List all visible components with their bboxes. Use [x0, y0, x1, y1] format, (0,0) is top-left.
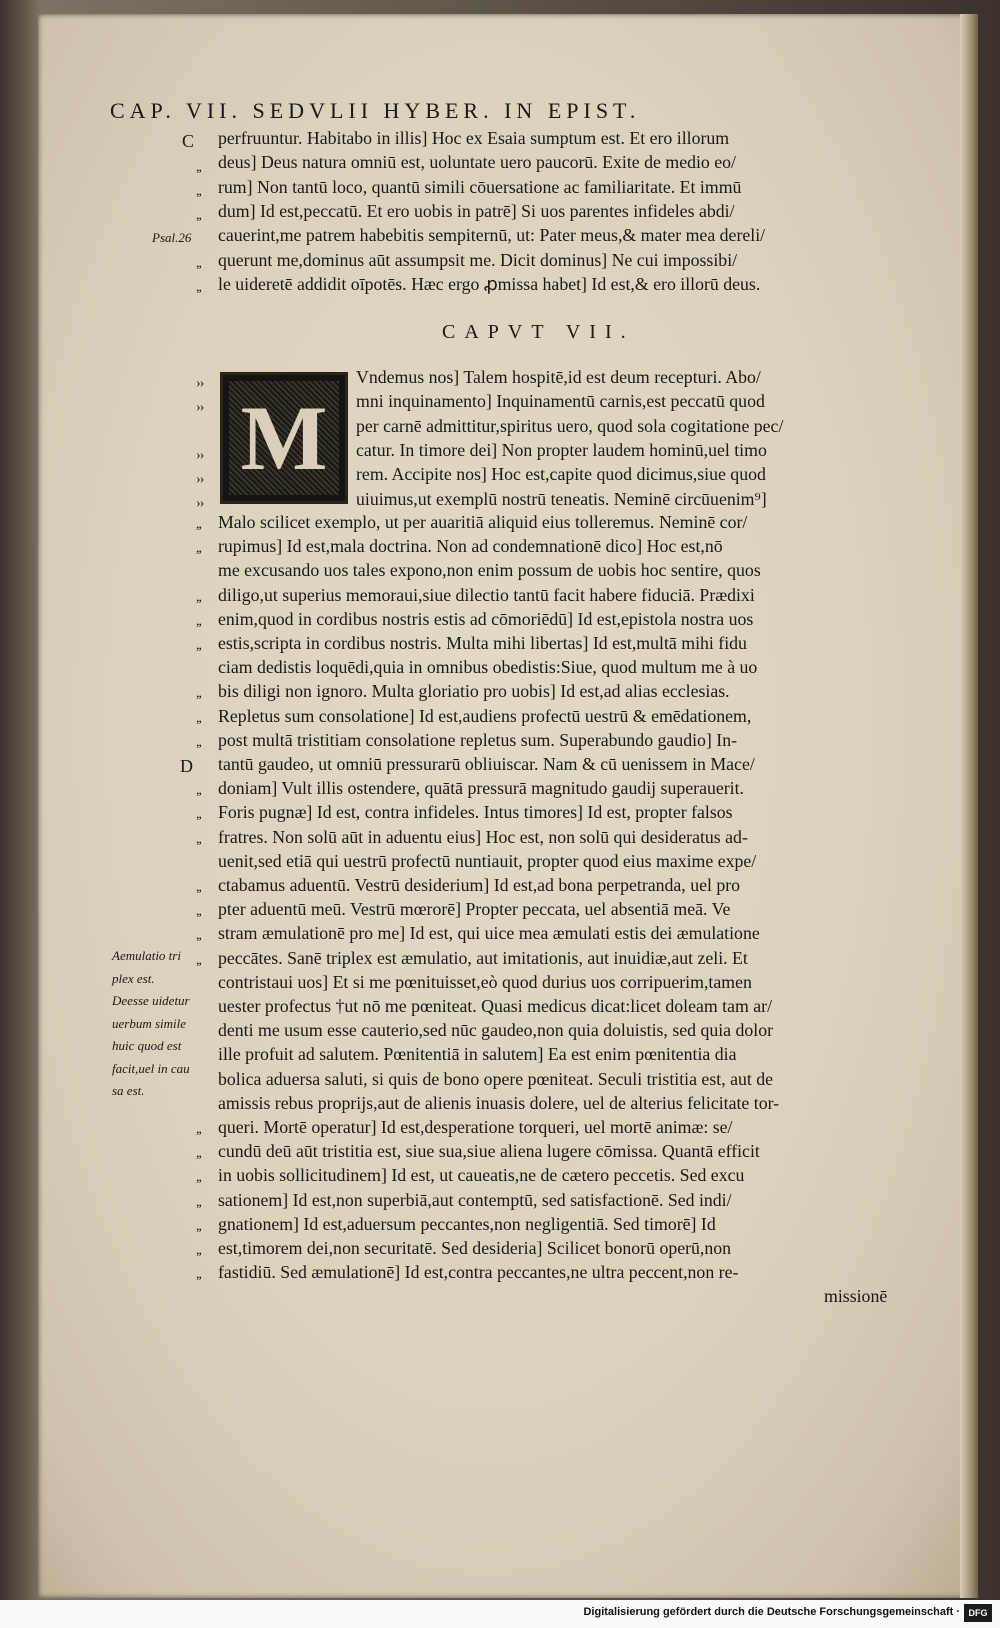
- running-head: CAP. VII. SEDVLII HYBER. IN EPIST.: [110, 98, 641, 123]
- side-note: facit,uel in cau: [112, 1060, 190, 1076]
- text-line: estis,scripta in cordibus nostris. Multa mihi libertas] Id est,multā mihi fidu: [218, 633, 747, 653]
- text-line: pter aduentū meū. Vestrū mœrorē] Propter peccata, uel absentiā meā. Ve: [218, 899, 731, 920]
- quote-mark: ,,: [196, 710, 201, 726]
- quote-mark: ,,: [196, 1243, 201, 1258]
- text-line: fratres. Non solū aūt in aduentu eius] Hoc est, non solū qui desideratus ad-: [218, 826, 748, 847]
- page-edge: [960, 14, 978, 1598]
- text-line: post multā tristitiam consolatione repletus sum. Superabundo gaudio] In-: [218, 729, 738, 750]
- text-line: tantū gaudeo, ut omniū pressurarū obliuiscar. Nam & cū uenissem in Mace/: [218, 754, 755, 774]
- text-line: sationem] Id est,non superbiā,aut contemptū, sed satisfactionē. Sed indi/: [218, 1189, 732, 1210]
- text-line: uenit,sed etiā qui uestrū profectū nuntiauit, propter quod eius maxime expe/: [218, 850, 757, 871]
- initial-ornament: [229, 381, 339, 495]
- text-line: catur. In timore dei] Non propter laudem hominū,uel timo: [356, 439, 767, 460]
- quote-mark: ,,: [196, 1218, 201, 1234]
- text-line: deus] Deus natura omniū est, uoluntate uero paucorū. Exite de medio eo/: [218, 152, 736, 173]
- text-line: mni inquinamento] Inquinamentū carnis,est peccatū quod: [356, 391, 765, 412]
- text-line: Vndemus nos] Talem hospitē,id est deum recepturi. Abo/: [356, 367, 761, 387]
- quote-mark: ››: [196, 400, 204, 415]
- quote-mark: ,,: [196, 160, 201, 175]
- text-line: Foris pugnæ] Id est, contra infideles. Intus timores] Id est, propter falsos: [218, 802, 733, 823]
- quote-mark: ,,: [196, 783, 201, 799]
- text-line: rum] Non tantū loco, quantū simili cōuersatione ac familiaritate. Et immū: [218, 176, 742, 197]
- text-line: perfruuntur. Habitabo in illis] Hoc ex Esaia sumptum est. Et ero illorum: [218, 128, 730, 148]
- footer-credit: Digitalisierung gefördert durch die Deutsche Forschungsgemeinschaft ·: [583, 1606, 960, 1618]
- quote-mark: ,,: [196, 208, 201, 223]
- quote-mark: ,,: [196, 880, 201, 895]
- side-note: Deesse uidetur: [112, 993, 190, 1008]
- side-note: sa est.: [112, 1083, 145, 1098]
- quote-mark: ,,: [196, 1146, 201, 1162]
- text-line: peccātes. Sanē triplex est æmulatio, aut imitationis, aut inuidiæ,aut zeli. Et: [218, 947, 748, 968]
- text-line: in uobis sollicitudinem] Id est, ut caueatis,ne de cætero peccetis. Sed excu: [218, 1165, 745, 1186]
- text-line: doniam] Vult illis ostendere, quātā pressurā magnitudo gaudij superauerit.: [218, 778, 744, 799]
- text-line: denti me usum esse cauterio,sed nūc gaudeo,non quia doluistis, sed quia dolor: [218, 1020, 774, 1041]
- chapter-heading: CAPVT VII.: [442, 321, 635, 343]
- quote-mark: ,,: [196, 1267, 201, 1283]
- text-line: ctabamus aduentū. Vestrū desiderium] Id est,ad bona perpetranda, uel pro: [218, 875, 741, 895]
- quote-mark: ,,: [196, 184, 201, 199]
- text-line: gnationem] Id est,aduersum peccantes,non negligentiā. Sed timorē] Id: [218, 1213, 716, 1234]
- text-line: me excusando uos tales expono,non enim possum de uobis hoc sentire, quos: [218, 560, 761, 581]
- quote-mark: ,,: [196, 952, 201, 968]
- quote-mark: ,,: [196, 1194, 201, 1210]
- text-line: est,timorem dei,non securitatē. Sed desideria] Scilicet bonorū operū,non: [218, 1238, 732, 1258]
- decorated-initial: [220, 372, 348, 504]
- dfg-logo: DFG: [964, 1604, 992, 1622]
- text-line: Repletus sum consolatione] Id est,audiens profectū uestrū & emēdationem,: [218, 705, 752, 726]
- quote-mark: ,,: [196, 517, 201, 532]
- quote-mark: ››: [196, 448, 204, 463]
- quote-mark: ,,: [196, 734, 201, 750]
- quote-mark: ,,: [196, 613, 201, 629]
- text-line: rupimus] Id est,mala doctrina. Non ad condemnationē dico] Hoc est,nō: [218, 536, 723, 557]
- text-line: rem. Accipite nos] Hoc est,capite quod dicimus,siue quod: [356, 464, 766, 485]
- quote-mark: ,,: [196, 807, 201, 823]
- text-line: missionē: [824, 1286, 888, 1307]
- text-line: bis diligi non ignoro. Multa gloriatio pro uobis] Id est,ad alias ecclesias.: [218, 681, 730, 702]
- quote-mark: ,,: [196, 686, 201, 702]
- text-line: contristaui uos] Et si me pœnituisset,eò quod durius uos corripuerim,tamen: [218, 971, 752, 992]
- quote-mark: ,,: [196, 1122, 201, 1137]
- text-line: per carnē admittitur,spiritus uero, quod sola cogitatione pec/: [356, 415, 784, 436]
- quote-mark: ,,: [196, 928, 201, 944]
- section-letter: D: [180, 756, 193, 776]
- text-line: le uideretē addidit oīpotēs. Hæc ergo ꝓmissa habet] Id est,& ero illorū deus.: [218, 273, 761, 294]
- text-line: enim,quod in cordibus nostris estis ad cōmoriēdū] Id est,epistola nostra uos: [218, 608, 754, 629]
- text-line: querunt me,dominus aūt assumpsit me. Dicit dominus] Ne cui impossibi/: [218, 249, 738, 270]
- quote-mark: ,,: [196, 904, 201, 920]
- quote-mark: ,,: [196, 256, 201, 271]
- quote-mark: ,,: [196, 1170, 201, 1186]
- text-line: uiuimus,ut exemplū nostrū teneatis. Neminē circūuenim⁹]: [356, 488, 767, 509]
- side-note: huic quod est: [112, 1038, 182, 1053]
- quote-mark: ,,: [196, 638, 201, 653]
- text-line: dum] Id est,peccatū. Et ero uobis in patrē] Si uos parentes infideles abdi/: [218, 200, 735, 221]
- quote-mark: ››: [196, 472, 204, 487]
- text-line: fastidiū. Sed æmulationē] Id est,contra peccantes,ne ultra peccent,non re-: [218, 1262, 739, 1283]
- text-line: bolica aduersa saluti, si quis de bono opere pœniteat. Seculi tristitia est, aut de: [218, 1068, 774, 1089]
- side-note: uerbum simile: [112, 1015, 187, 1031]
- section-letter: C: [182, 131, 195, 151]
- quote-mark: ››: [196, 496, 204, 511]
- quote-mark: ,,: [196, 589, 201, 605]
- text-line: ciam dedistis loquēdi,quia in omnibus obedistis:Siue, quod multum me à uo: [218, 657, 758, 678]
- text-line: cundū deū aūt tristitia est, siue sua,siue aliena lugere cōmissa. Quantā efficit: [218, 1141, 760, 1162]
- text-line: Malo scilicet exemplo, ut per auaritiā aliquid eius tolleremus. Neminē cor/: [218, 512, 748, 532]
- side-note: plex est.: [112, 970, 155, 986]
- quote-mark: ,,: [196, 541, 201, 557]
- text-line: diligo,ut superius memoraui,siue dilectio tantū facit habere fiduciā. Prædixi: [218, 584, 755, 605]
- text-line: cauerint,me patrem habebitis sempiternū, ut: Pater meus,& mater mea dereli/: [218, 225, 766, 246]
- side-note: Psal.26: [152, 230, 192, 245]
- side-note: Aemulatio tri: [112, 948, 181, 963]
- text-line: queri. Mortē operatur] Id est,desperatione torqueri, uel mortē animæ: se/: [218, 1117, 733, 1137]
- text-line: amissis rebus proprijs,aut de alienis inuasis dolere, uel de alterius felicitate tor-: [218, 1092, 780, 1113]
- text-line: stram æmulationē pro me] Id est, qui uice mea æmulati estis dei æmulatione: [218, 923, 760, 944]
- quote-mark: ,,: [196, 831, 201, 847]
- quote-mark: ,,: [196, 280, 201, 295]
- quote-mark: ››: [196, 376, 204, 391]
- initial-letter: M: [240, 387, 328, 489]
- text-line: ille profuit ad salutem. Pœnitentiā in salutem] Ea est enim pœnitentia dia: [218, 1044, 737, 1065]
- text-line: uester profectus †ut nō me pœniteat. Quasi medicus dicat:licet doleam tam ar/: [218, 996, 773, 1016]
